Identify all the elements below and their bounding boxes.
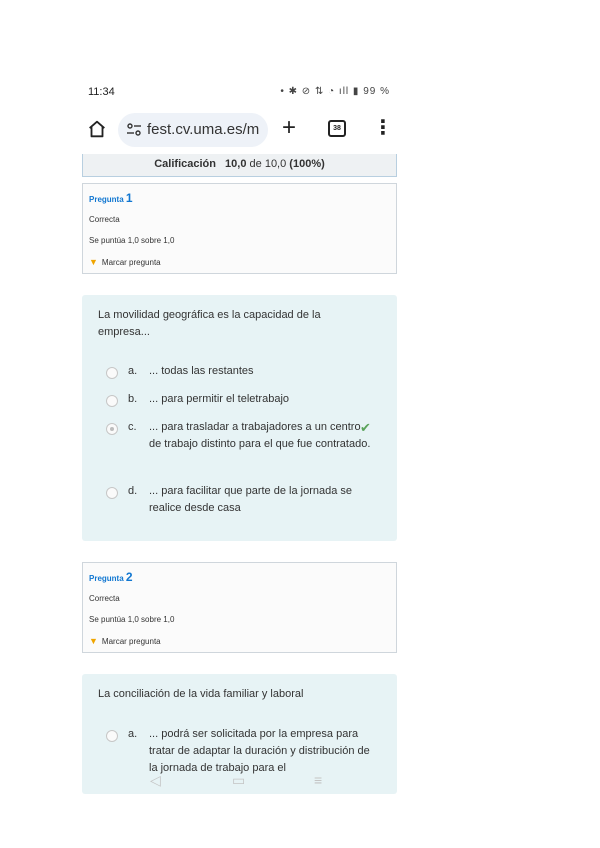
question-text: La movilidad geográfica es la capacidad de la empresa... xyxy=(98,309,321,338)
question-text: La conciliación de la vida familiar y laboral xyxy=(98,688,304,700)
system-nav-bar xyxy=(80,768,400,798)
option-text: ... para permitir el teletrabajo xyxy=(149,393,290,405)
option-text: ... para trasladar a trabajadores a un centro de trabajo distinto para el que fue contratado. xyxy=(149,421,371,450)
status-bar xyxy=(80,78,400,108)
question-info-2 xyxy=(82,562,397,653)
status-time: 11:34 xyxy=(88,86,115,98)
question-number xyxy=(89,570,133,584)
flag-label[interactable]: Marcar pregunta xyxy=(101,637,161,646)
recents-icon[interactable]: ≡ xyxy=(314,772,323,788)
radio-button[interactable] xyxy=(106,367,118,379)
status-icons: • ✱ ⊘ ⇅ ◔ ıll ▮ 99 % xyxy=(280,86,390,97)
radio-button[interactable] xyxy=(106,395,118,407)
url-text[interactable]: fest.cv.uma.es/m xyxy=(147,121,260,138)
question-label: Pregunta xyxy=(89,195,124,204)
radio-button[interactable] xyxy=(106,730,118,742)
question-score: Se puntúa 1,0 sobre 1,0 xyxy=(89,615,175,624)
option-letter: b. xyxy=(128,393,138,405)
home-icon[interactable] xyxy=(86,118,108,140)
home-nav-icon[interactable]: ▭ xyxy=(232,772,246,788)
more-vert-icon[interactable]: ⋮ xyxy=(373,117,393,139)
site-info-icon[interactable] xyxy=(126,122,142,138)
question-number-value: 1 xyxy=(125,191,133,205)
question-info-1 xyxy=(82,183,397,274)
tab-switcher-button[interactable]: 38 xyxy=(328,120,346,137)
grade-summary xyxy=(82,154,397,177)
grade-value: 10,0 xyxy=(225,158,247,170)
option-text: ... todas las restantes xyxy=(149,365,254,377)
flag-icon[interactable]: ▼ xyxy=(89,257,98,267)
grade-rest: de 10,0 xyxy=(249,158,287,170)
question-number-value: 2 xyxy=(125,570,133,584)
plus-icon[interactable]: + xyxy=(282,114,297,141)
option-letter: a. xyxy=(128,728,138,740)
flag-label[interactable]: Marcar pregunta xyxy=(101,258,161,267)
radio-button-selected[interactable] xyxy=(106,423,118,435)
option-letter: a. xyxy=(128,365,138,377)
question-body-1 xyxy=(82,295,397,541)
back-icon[interactable]: ◁ xyxy=(150,772,161,788)
flag-icon[interactable]: ▼ xyxy=(89,636,98,646)
grade-percent: (100%) xyxy=(289,158,325,170)
option-letter: c. xyxy=(128,421,137,433)
question-label: Pregunta xyxy=(89,574,124,583)
question-score: Se puntúa 1,0 sobre 1,0 xyxy=(89,236,175,245)
option-text: ... podrá ser solicitada por la empresa para tratar de adaptar la duración y distribución de la jornada de trabajo para el xyxy=(149,728,370,774)
option-text: ... para facilitar que parte de la jornada se realice desde casa xyxy=(149,485,353,514)
check-icon: ✔ xyxy=(360,420,371,435)
grade-label: Calificación xyxy=(154,158,216,170)
option-letter: d. xyxy=(128,485,138,497)
radio-button[interactable] xyxy=(106,487,118,499)
flag-question-link[interactable] xyxy=(89,257,161,267)
flag-question-link[interactable] xyxy=(89,636,161,646)
question-number xyxy=(89,191,133,205)
browser-toolbar xyxy=(80,110,400,150)
question-state: Correcta xyxy=(89,215,120,224)
question-state: Correcta xyxy=(89,594,120,603)
page-content xyxy=(80,154,400,774)
phone-screen xyxy=(80,78,400,798)
address-bar[interactable] xyxy=(118,113,268,147)
